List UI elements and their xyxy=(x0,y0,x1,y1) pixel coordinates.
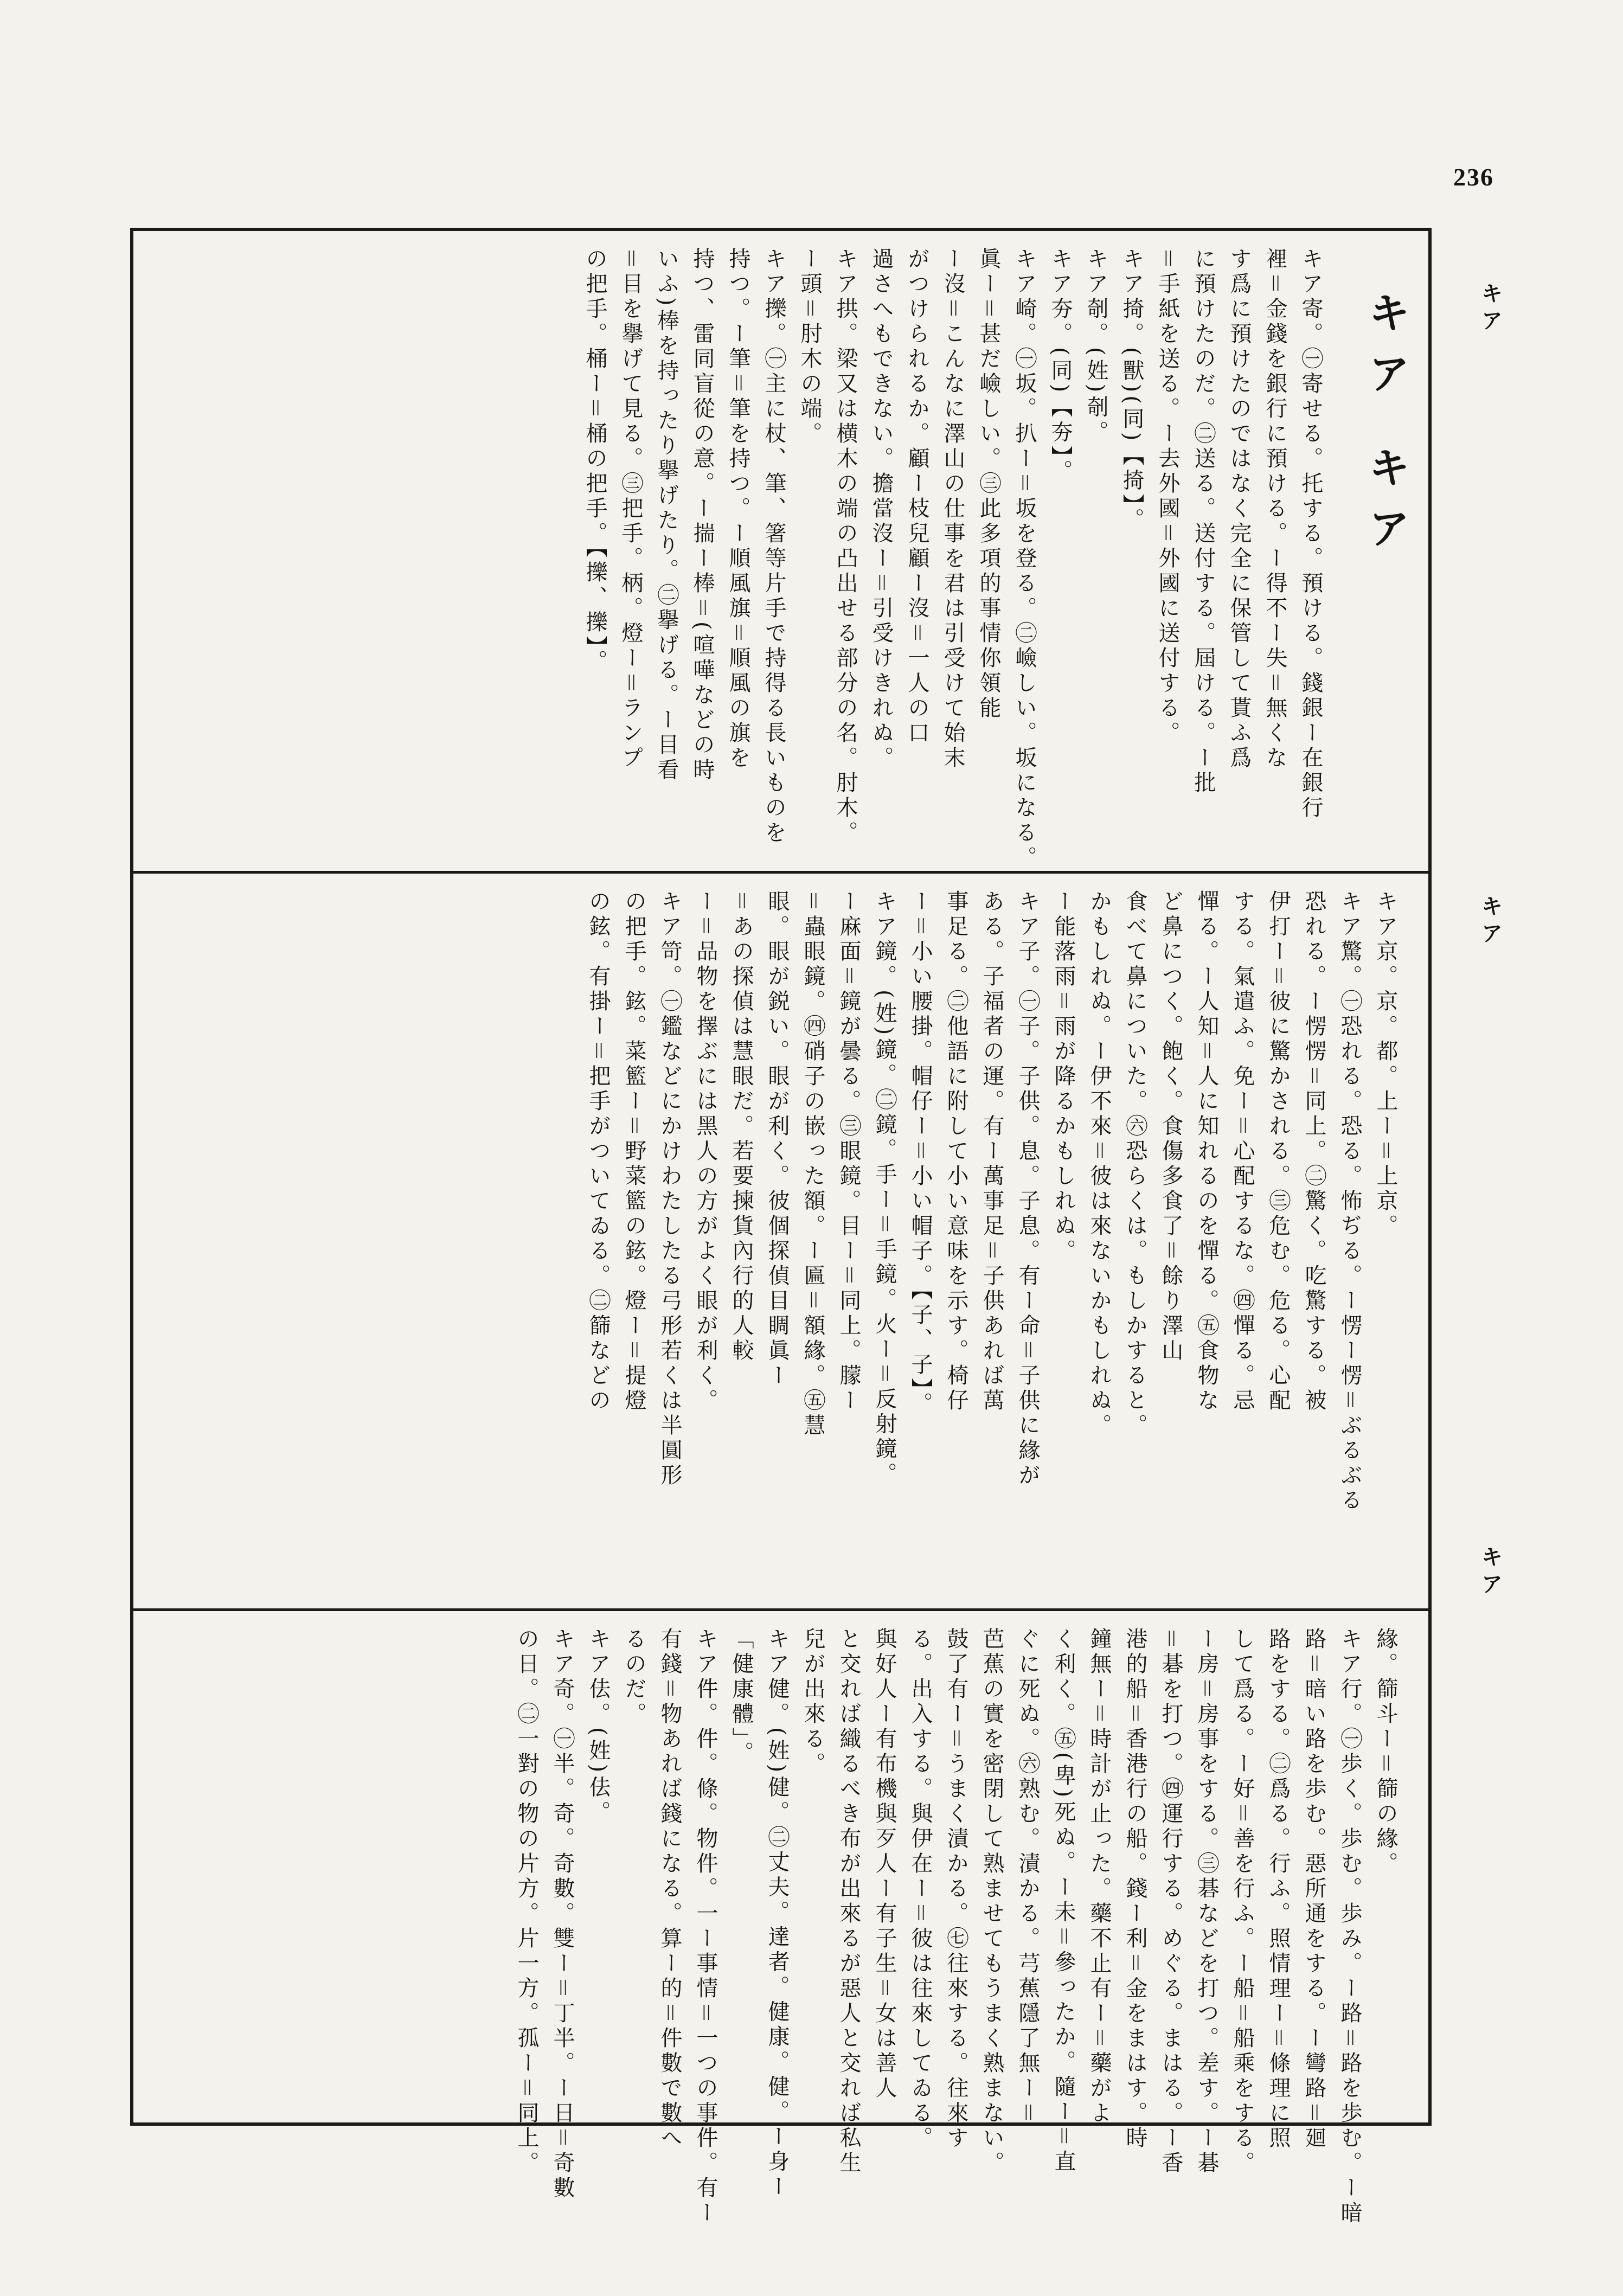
text-column: キア夯。(同)【夯】。 xyxy=(1048,247,1073,485)
text-column: ＝手紙を送る。ー去外國＝外國に送付する。 xyxy=(1155,247,1180,746)
text-column: 路をする。㊁爲る。行ふ。照情理ー＝條理に照 xyxy=(1266,1627,1291,2151)
tier-bottom-columns xyxy=(150,1627,1401,2226)
text-column: と交れば織るべき布が出來るが惡人と交れば私生 xyxy=(836,1627,861,2176)
text-column: 眼。眼が鋭い。眼が利く。彼個探偵目睭眞ー xyxy=(765,890,790,1389)
text-column: ＝蟲眼鏡。㊃硝子の嵌った額。ー匾＝額緣。㊄慧 xyxy=(800,890,825,1439)
margin-label-middle: キア xyxy=(1478,895,1503,949)
text-column: ある。子福者の運。有ー萬事足＝子供あれば萬 xyxy=(979,890,1004,1414)
text-column: ー房＝房事をする。㊂碁などを打つ。差す。ー碁 xyxy=(1194,1627,1219,2176)
text-column: キア子。㊀子。子供。息。子息。有ー命＝子供に緣が xyxy=(1015,890,1040,1489)
text-column: キア京。京。都。上ー＝上京。 xyxy=(1373,890,1398,1239)
text-column: キア剞。(姓)剞。 xyxy=(1083,247,1108,446)
text-column: 裡＝金錢を銀行に預ける。ー得不ー失＝無くな xyxy=(1262,247,1287,771)
dictionary-frame xyxy=(130,228,1432,2226)
text-column: 緣。篩斗ー＝篩の緣。 xyxy=(1373,1627,1398,1877)
tier-middle-columns xyxy=(150,890,1401,1592)
text-column: キア佉。(姓)佉。 xyxy=(586,1627,611,1826)
tier-top xyxy=(133,231,1428,871)
text-column: 伊打ー＝彼に驚かされる。㊂危む。危る。心配 xyxy=(1266,890,1291,1414)
page-number: 236 xyxy=(1453,163,1494,191)
margin-label-bottom: キア xyxy=(1478,1545,1503,1600)
text-column: の把手。鉉。菜籃ー＝野菜籃の鉉。燈ー＝提燈 xyxy=(621,890,646,1414)
text-column: 路＝暗い路を歩む。惡所通をする。ー彎路＝廻 xyxy=(1301,1627,1326,2151)
text-column: 鼓了有ー＝うまく漬かる。㊆往來する。往來す xyxy=(944,1627,968,2151)
text-column: 食べて鼻についた。㊅恐らくは。もしかすると。 xyxy=(1122,890,1147,1439)
text-column: キア寄。㊀寄せる。托する。預ける。錢銀ー在銀行 xyxy=(1298,247,1323,821)
text-column: く利く。㊄(卑)死ぬ。ー未＝參ったか。隨ー＝直 xyxy=(1051,1627,1076,2175)
text-column: ＝あの探偵は慧眼だ。若要揀貨內行的人較 xyxy=(729,890,754,1364)
tier-top-columns xyxy=(150,247,1410,871)
text-column: キア擽。㊀主に杖、筆、箸等片手で持得る長いものを xyxy=(761,247,786,846)
text-column: ぐに死ぬ。㊅熟む。漬かる。芎蕉隱了無ー＝ xyxy=(1015,1627,1040,2126)
margin-label-top: キア xyxy=(1478,282,1503,336)
text-column: 「健康體」。 xyxy=(729,1627,754,1766)
text-column: キア崎。㊀坂。扒ー＝坂を登る。㊁嶮しい。坂になる。 xyxy=(1012,247,1037,871)
text-column: ー頭＝肘木の端。 xyxy=(797,247,822,447)
text-column: がつけられるか。顧ー枝兒顧ー沒＝一人の口 xyxy=(904,247,929,746)
text-column: キア行。㊀歩く。歩む。歩み。ー路＝路を歩む。ー暗 xyxy=(1337,1627,1362,2226)
text-column: るのだ。 xyxy=(621,1627,646,1727)
tier-bottom xyxy=(133,1611,1428,2226)
text-column: 過さへもできない。擔當沒ー＝引受けきれぬ。 xyxy=(869,247,894,771)
text-column: キア鏡。(姓)鏡。㊁鏡。手ー＝手鏡。火ー＝反射鏡。 xyxy=(872,890,897,1487)
text-column: 芭蕉の實を密閉して熟ませてもうまく熟まない。 xyxy=(979,1627,1004,2176)
text-column: キア笴。㊀鑑などにかけわたしたる弓形若くは半圓形 xyxy=(657,890,682,1489)
text-column: の把手。桶ー＝桶の把手。【擽、擽】。 xyxy=(582,247,607,675)
text-column: 持つ、雷同盲從の意。ー揣ー棒＝(喧嘩などの時 xyxy=(690,247,715,783)
text-column: 兒が出來る。 xyxy=(800,1627,825,1777)
text-column: る。出入する。與伊在ー＝彼は往來してゐる。 xyxy=(908,1627,933,2151)
text-column: 持つ。ー筆＝筆を持つ。ー順風旗＝順風の旗を xyxy=(726,247,750,771)
text-column: 有錢＝物あれば錢になる。算ー的＝件數で數へ xyxy=(657,1627,682,2151)
text-column: 與好人ー有布機與歹人ー有子生＝女は善人 xyxy=(872,1627,897,2101)
text-column: ＝碁を打つ。㊃運行する。めぐる。まはる。ー香 xyxy=(1158,1627,1183,2176)
text-column: ＝目を擧げて見る。㊂把手。柄。燈ー＝ランプ xyxy=(618,247,643,771)
text-column: かもしれぬ。ー伊不來＝彼は來ないかもしれぬ。 xyxy=(1087,890,1112,1439)
text-column: 恐れる。ー愣愣＝同上。㊁驚く。吃驚する。被 xyxy=(1301,890,1326,1414)
text-column: いふ)棒を持ったり擧げたり。㊁擧げる。ー目看 xyxy=(654,247,679,783)
text-column: キア掎。(獸)(同)【掎】。 xyxy=(1119,247,1144,533)
text-column: の鉉。有掛ー＝把手がついてゐる。㊁篩などの xyxy=(586,890,611,1414)
text-column: キア拱。梁又は横木の端の凸出せる部分の名。肘木。 xyxy=(833,247,858,846)
text-column: ー＝品物を擇ぶには黑人の方がよく眼が利く。 xyxy=(693,890,718,1414)
text-column: ー麻面＝鏡が曇る。㊂眼鏡。目ー＝同上。朦ー xyxy=(836,890,861,1414)
text-column: ど鼻につく。飽く。食傷多食了＝餘り澤山 xyxy=(1158,890,1183,1364)
text-column: 港的船＝香港行の船。錢ー利＝金をまはす。時 xyxy=(1122,1627,1147,2151)
text-column: 眞ー＝甚だ嶮しい。㊂此多項的事情你領能 xyxy=(976,247,1001,721)
text-column: に預けたのだ。㊁送る。送付する。屆ける。ー批 xyxy=(1191,247,1216,796)
text-column: 事足る。㊁他語に附して小い意味を示す。椅仔 xyxy=(944,890,968,1414)
text-column: ー＝小い腰掛。帽仔ー＝小い帽子。【子、子】。 xyxy=(908,890,933,1417)
text-column: キア驚。㊀恐れる。恐る。怖ぢる。ー愣ー愣＝ぶるぶる xyxy=(1337,890,1362,1513)
text-column: ー沒＝こんなに澤山の仕事を君は引受けて始末 xyxy=(940,247,965,771)
tier-middle xyxy=(133,874,1428,1608)
text-column: 憚る。ー人知＝人に知れるのを憚る。㊄食物な xyxy=(1194,890,1219,1414)
text-column: する。氣遣ふ。免ー＝心配するな。㊃憚る。忌 xyxy=(1230,890,1255,1414)
text-column: す爲に預けたのではなく完全に保管して貰ふ爲 xyxy=(1227,247,1252,771)
text-column: キア件。件。條。物件。一ー事情＝一つの事件。有ー xyxy=(693,1627,718,2226)
text-column: 鐘無ー＝時計が止った。藥不止有ー＝藥がよ xyxy=(1087,1627,1112,2126)
text-column: キア健。(姓)健。㊁丈夫。達者。健康。健。ー身ー xyxy=(765,1627,790,2200)
text-column: ー能落雨＝雨が降るかもしれぬ。 xyxy=(1051,890,1076,1264)
section-heading: キア キア xyxy=(1361,291,1410,567)
text-column: の日。㊁一對の物の片方。片一方。孤ー＝同上。 xyxy=(514,1627,539,2176)
text-column: キア奇。㊀半。奇。奇數。雙ー＝丁半。ー日＝奇數 xyxy=(550,1627,575,2201)
text-column: して爲る。ー好＝善を行ふ。ー船＝船乘をする。 xyxy=(1230,1627,1255,2176)
